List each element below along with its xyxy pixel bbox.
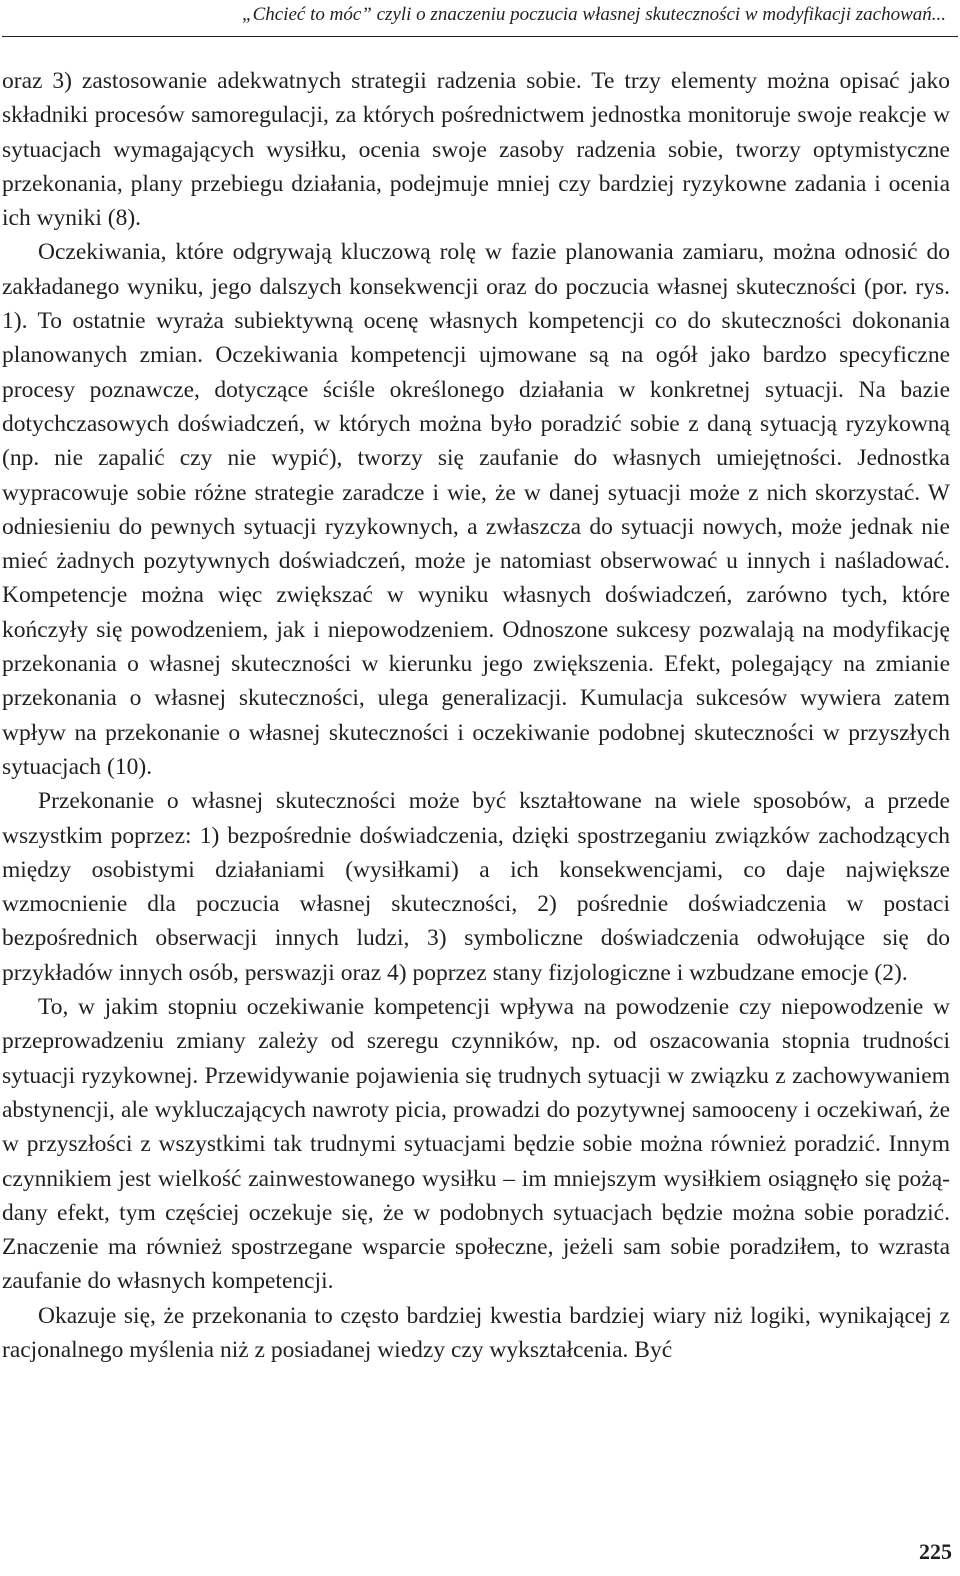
header-rule	[2, 36, 958, 37]
running-header: „Chcieć to móc” czyli o znaczeniu poczucia własnej skuteczności w modyfikacji zachowań...	[242, 4, 946, 25]
paragraph: Przekonanie o własnej skuteczności może być kształtowane na wiele sposobów, a przede wszystkim poprzez: 1) bezpośrednie doświadczenia, dzięki spostrzeganiu związków zachodzących między osobistymi działaniami (wysiłkami) a ich konsekwencjami, co daje największe wzmocnienie dla poczucia własnej skuteczności, 2) pośrednie doświadczenia w postaci bezpośrednich obserwacji innych ludzi, 3) symboliczne doświadczenia odwołujące się do przykładów innych osób, perswazji oraz 4) poprzez stany fizjologiczne i wzbudzane emocje (2).	[2, 788, 950, 986]
body-text	[2, 64, 950, 1367]
paragraph-continuation: oraz 3) zastosowanie adekwatnych strategii radzenia sobie. Te trzy elementy można opisać jako składniki procesów samoregulacji, za których pośrednictwem jednostka monitoruje swoje reakcje w sytuacjach wymagających wysiłku, ocenia swoje zasoby radzenia sobie, tworzy optymistyczne przekonania, plany przebiegu działania, podejmuje mniej czy bardziej ryzykowne zadania i ocenia ich wyniki (8).	[2, 68, 950, 232]
paragraph: Okazuje się, że przekonania to często bardziej kwestia bardziej wiary niż logiki, wynikającej z racjonalnego myślenia niż z posiadanej wiedzy czy wykształcenia. Być	[2, 1302, 950, 1363]
paragraph: To, w jakim stopniu oczekiwanie kompetencji wpływa na powodzenie czy niepowodzenie w przeprowadzeniu zmiany zależy od szeregu czynników, np. od oszacowania stopnia trudności sytuacji ryzykownej. Przewidywanie pojawienia się trudnych sytuacji w związku z zachowywaniem abstynencji, ale wykluczających nawroty picia, prowadzi do pozytywnej samooceny i oczekiwań, że w przyszłości z wszystkimi tak trudnymi sytuacjami będzie sobie można również poradzić. Innym czynnikiem jest wielkość zainwestowanego wysiłku – im mniejszym wysiłkiem osiągnęło się pożądany efekt, tym częściej oczekuje się, że w podobnych sytuacjach będzie można sobie poradzić. Znaczenie ma również spostrzegane wsparcie społeczne, jeżeli sam sobie poradziłem, to wzrasta zaufanie do własnych kompetencji.	[2, 994, 950, 1295]
paragraph: Oczekiwania, które odgrywają kluczową rolę w fazie planowania zamiaru, można odnosić do zakładanego wyniku, jego dalszych konsekwencji oraz do poczucia własnej skuteczności (por. rys. 1). To ostatnie wyraża subiektywną ocenę własnych kompetencji co do skuteczności dokonania planowanych zmian. Oczekiwania kompetencji ujmowane są na ogół jako bardzo specyficzne procesy poznawcze, dotyczące ściśle określonego działania w konkretnej sytuacji. Na bazie dotychczasowych doświadczeń, w których można było poradzić sobie z daną sytuacją ryzykowną (np. nie zapalić czy nie wypić), tworzy się zaufanie do własnych umiejętności. Jednostka wypracowuje sobie różne strategie zaradcze i wie, że w danej sytuacji może z nich skorzystać. W odniesieniu do pewnych sytuacji ryzykownych, a zwłaszcza do sytuacji nowych, może jednak nie mieć żadnych pozytywnych doświadczeń, może je natomiast obserwować u innych i naśladować. Kompetencje można więc zwiększać w wyniku własnych doświadczeń, zarówno tych, które kończyły się powodzeniem, jak i niepowodzeniem. Odnoszone sukcesy pozwalają na modyfikację przekonania o własnej skuteczności w kierunku jego zwiększenia. Efekt, polegający na zmianie przekonania o własnej skuteczności, ulega generalizacji. Kumulacja sukcesów wywiera zatem wpływ na przekonanie o własnej skuteczności i oczekiwanie podobnej skuteczności w przyszłych sytuacjach (10).	[2, 239, 950, 780]
page-number: 225	[919, 1539, 952, 1564]
